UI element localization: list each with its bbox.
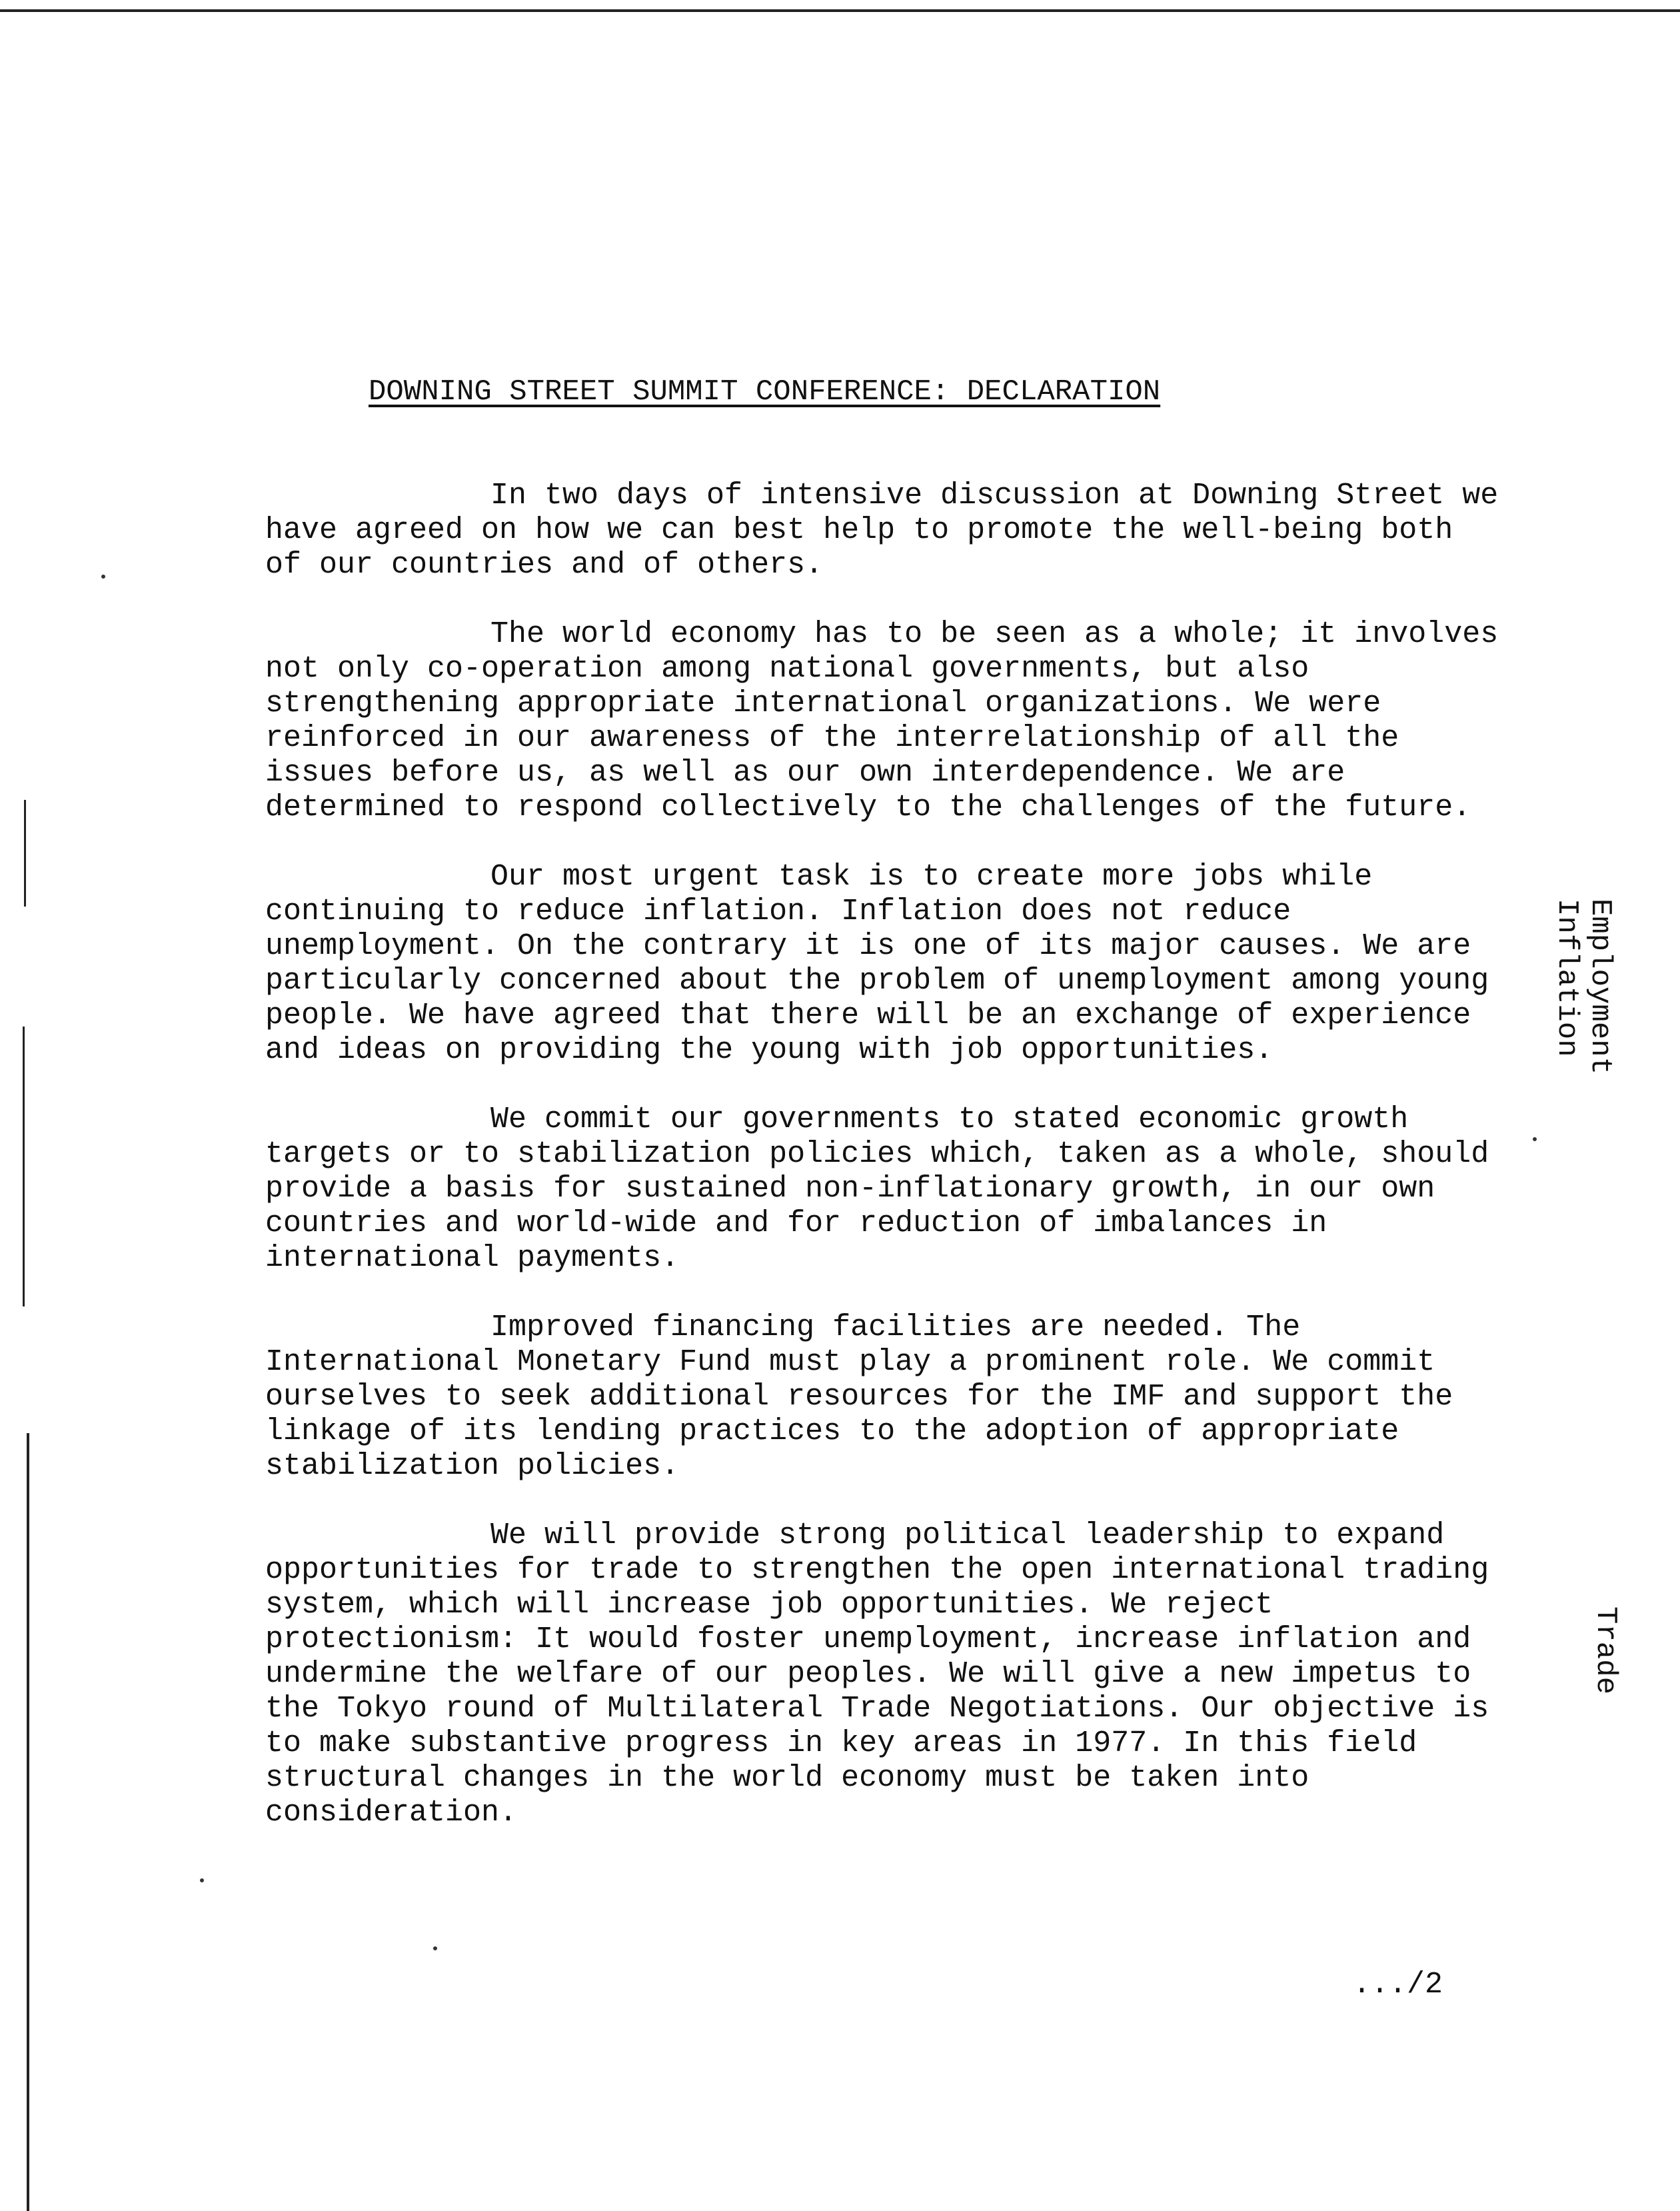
left-edge-scan-line (27, 1433, 29, 2211)
paragraph-2: The world economy has to be seen as a whole; it involves not only co-operation among national governments, but also strengthening appropriate international organizations. We were reinforced in our awareness of the interrelationship of all the issues before us, as well as our own interdependence. We are determined to respond collectively to the challenges of the future. (265, 617, 1499, 825)
scan-speck (433, 1946, 437, 1950)
page-continuation: .../2 (1353, 1968, 1443, 2002)
paragraph-6: We will provide strong political leadership to expand opportunities for trade to strengthen the open international trading system, which will increase job opportunities. We reject protectionism: It would foster unemployment, increase inflation and undermine the welfare of our peoples. We will give a new impetus to the Tokyo round of Multilateral Trade Negotiations. Our objective is to make substantive progress in key areas in 1977. In this field structural changes in the world economy must be taken into consideration. (265, 1518, 1489, 1830)
paragraph-5: Improved financing facilities are needed. The International Monetary Fund must play a prominent role. We commit ourselves to seek additional resources for the IMF and support the linkage of its lending practices to the adoption of appropriate stabilization policies. (265, 1310, 1453, 1483)
margin-note-trade: Trade (1589, 1606, 1622, 1695)
declaration-body (265, 479, 1505, 1865)
margin-note-employment: Employment (1583, 899, 1617, 1075)
scan-speck (200, 1878, 204, 1882)
scan-speck (1533, 1137, 1537, 1141)
margin-notes-employment-inflation (1550, 899, 1617, 1075)
left-edge-scan-mark (23, 1027, 25, 1306)
margin-note-inflation: Inflation (1550, 899, 1583, 1057)
top-edge-rule (0, 9, 1680, 12)
left-edge-scan-mark (24, 800, 26, 907)
paragraph-3: Our most urgent task is to create more jobs while continuing to reduce inflation. Inflation does not reduce unemployment. On the contrary it is one of its major causes. We are particularly concerned about the problem of unemployment among young people. We have agreed that there will be an exchange of experience and ideas on providing the young with job opportunities. (265, 860, 1489, 1067)
scan-speck (101, 575, 105, 579)
paragraph-1: In two days of intensive discussion at Downing Street we have agreed on how we can best help to promote the well-being both of our countries and of others. (265, 479, 1499, 582)
document-title: DOWNING STREET SUMMIT CONFERENCE: DECLARATION (369, 375, 1161, 409)
paragraph-4: We commit our governments to stated economic growth targets or to stabilization policies which, taken as a whole, should provide a basis for sustained non-inflationary growth, in our own countries and world-wide and for reduction of imbalances in international payments. (265, 1103, 1489, 1275)
